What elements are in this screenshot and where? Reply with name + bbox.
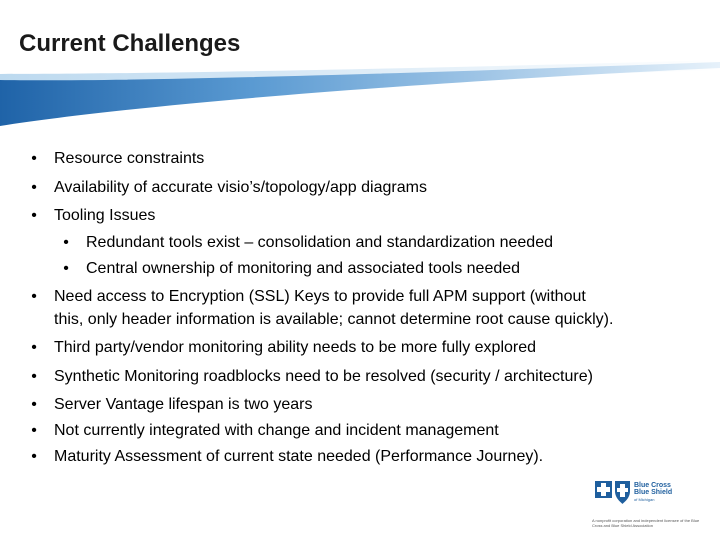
bullet-text: Availability of accurate visio’s/topology/app diagrams	[54, 179, 427, 196]
bullet-text: Maturity Assessment of current state needed (Performance Journey).	[54, 448, 544, 465]
cross-shield-icon	[594, 480, 632, 514]
bullet-text: Not currently integrated with change and incident management	[54, 422, 499, 439]
slide-title: Current Challenges	[19, 30, 241, 57]
brand-region: of Michigan	[634, 497, 655, 502]
bullet-marker: •	[31, 422, 37, 439]
bullet-text: this, only header information is available; cannot determine root cause quickly).	[54, 311, 614, 328]
bullet-marker: •	[31, 368, 37, 385]
bullet-marker: •	[63, 260, 69, 277]
brand-name: Blue Cross Blue Shield	[634, 482, 673, 496]
bullet-marker: •	[63, 234, 69, 251]
bullet-text: Resource constraints	[54, 150, 205, 167]
bcbs-logo	[590, 480, 702, 532]
bullet-marker: •	[31, 150, 37, 167]
header-swoosh	[0, 60, 720, 130]
bullet-marker: •	[31, 179, 37, 196]
bullet-text: Synthetic Monitoring roadblocks need to be resolved (security / architecture)	[54, 368, 593, 385]
bullet-text: Server Vantage lifespan is two years	[54, 396, 313, 413]
brand-disclaimer: A nonprofit corporation and independent licensee of the Blue Cross and Blue Shield Association	[592, 518, 700, 528]
bullet-marker: •	[31, 396, 37, 413]
bullet-text: Tooling Issues	[54, 207, 156, 224]
bullet-marker: •	[31, 207, 37, 224]
bullet-text: Redundant tools exist – consolidation and standardization needed	[86, 234, 553, 251]
bullet-marker: •	[31, 288, 37, 305]
bullet-marker: •	[31, 339, 37, 356]
bullet-text: Need access to Encryption (SSL) Keys to provide full APM support (without	[54, 288, 586, 305]
bullet-text: Third party/vendor monitoring ability needs to be more fully explored	[54, 339, 537, 356]
bullet-text: Central ownership of monitoring and associated tools needed	[86, 260, 521, 277]
bullet-marker: •	[31, 448, 37, 465]
